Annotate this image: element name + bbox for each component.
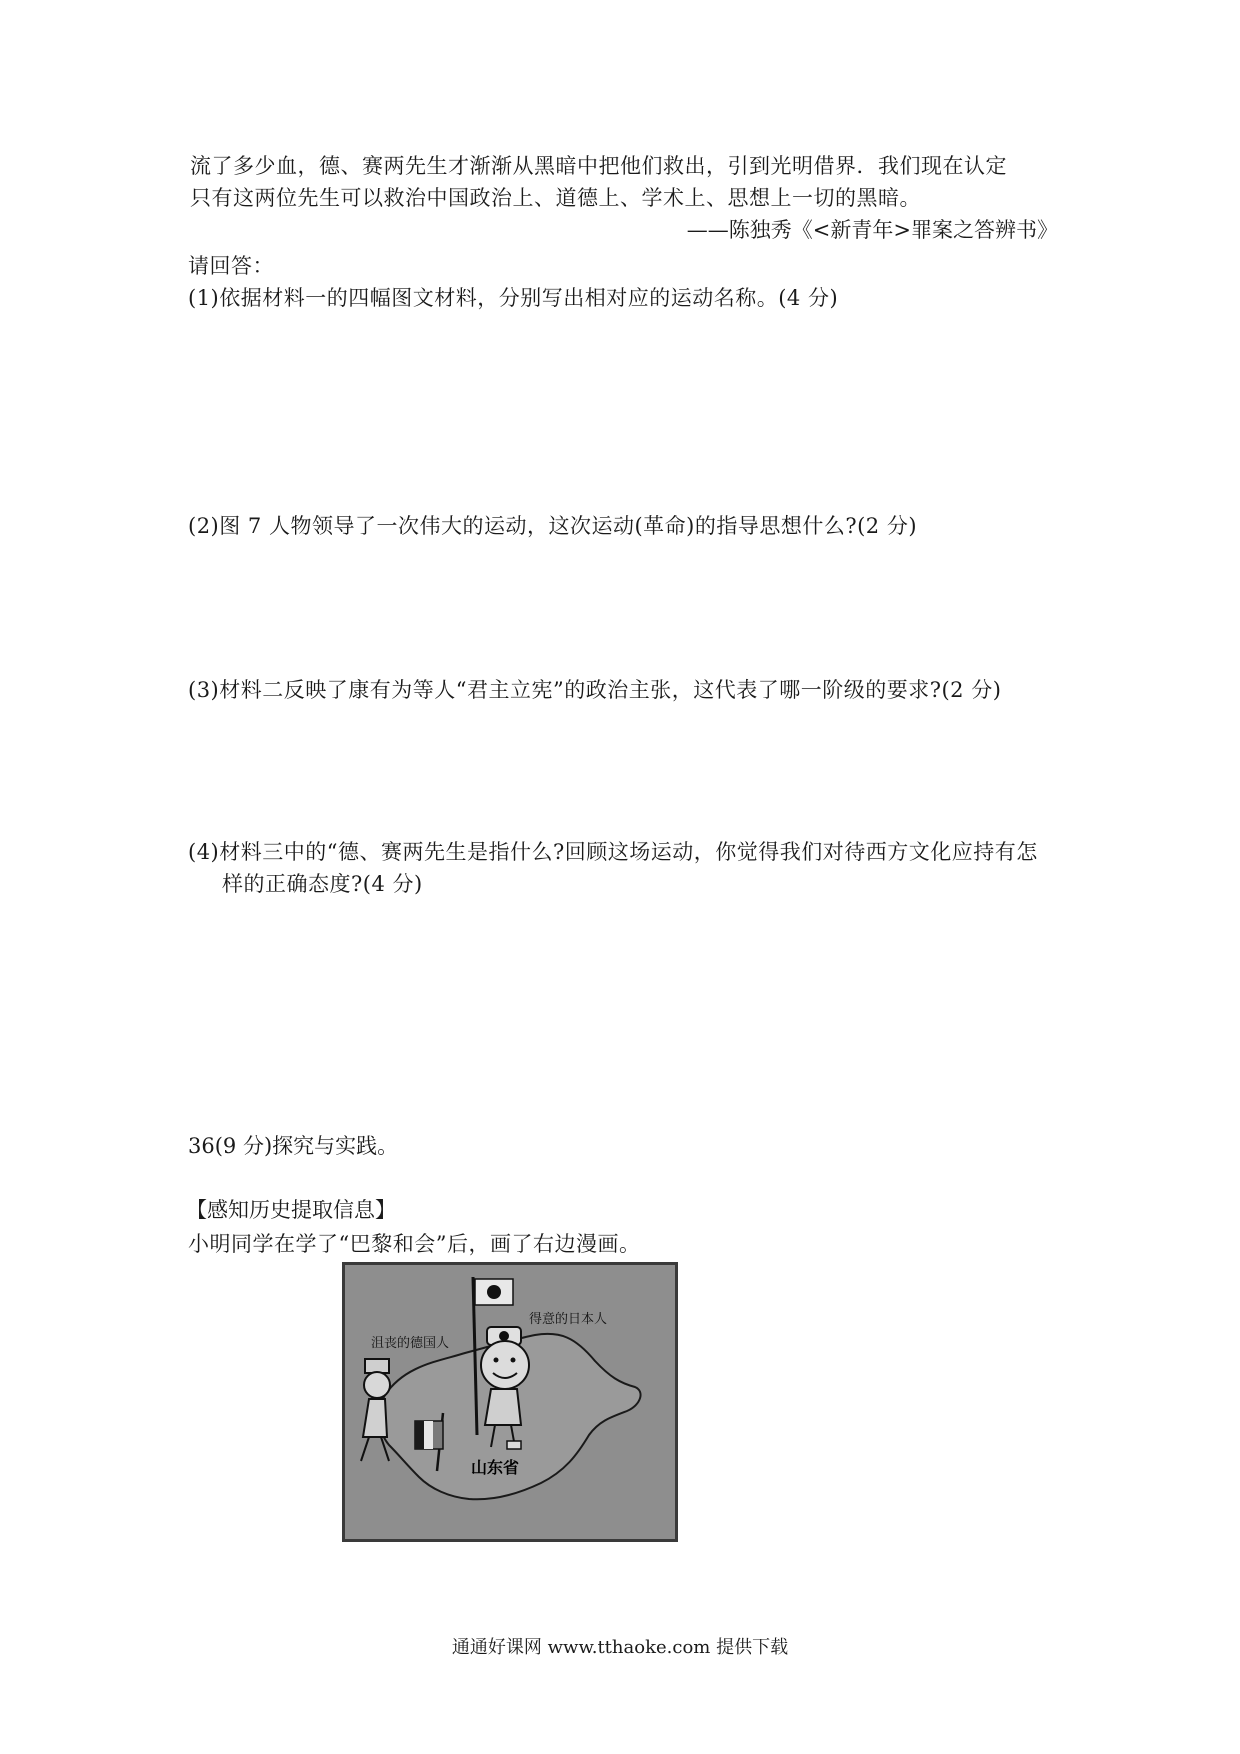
hat-badge: [499, 1331, 509, 1341]
question-4: (4)材料三中的“德、赛两先生是指什么?回顾这场运动，你觉得我们对待西方文化应持有怎: [188, 840, 1038, 864]
japanese-face: [481, 1341, 529, 1389]
answer-prompt: 请回答：: [188, 254, 274, 278]
german-hat: [365, 1359, 389, 1373]
material-three-line-2: 只有这两位先生可以救治中国政治上、道德上、学术上、思想上一切的黑暗。: [190, 186, 921, 210]
label-japanese: 得意的日本人: [529, 1312, 608, 1327]
paris-conference-cartoon: [342, 1262, 678, 1542]
section-36-intro: 小明同学在学了“巴黎和会”后，画了右边漫画。: [188, 1232, 641, 1256]
footer-credit: 通通好课网 www.tthaoke.com 提供下载: [451, 1637, 789, 1658]
german-face: [364, 1372, 390, 1398]
question-1: (1)依据材料一的四幅图文材料，分别写出相对应的运动名称。(4 分): [188, 286, 839, 310]
japanese-body: [485, 1389, 521, 1425]
label-german: 沮丧的德国人: [371, 1336, 450, 1351]
question-2: (2)图 7 人物领导了一次伟大的运动，这次运动(革命)的指导思想什么?(2 分): [188, 514, 918, 538]
german-body: [363, 1399, 387, 1437]
question-4-continuation: 样的正确态度?(4 分): [222, 872, 423, 896]
section-36-title: 36(9 分)探究与实践。: [188, 1134, 399, 1158]
label-province: 山东省: [471, 1458, 520, 1477]
material-three-line-1: 流了多少血，德、赛两先生才渐渐从黑暗中把他们救出，引到光明借界．我们现在认定: [190, 154, 1007, 178]
flag-sun: [487, 1285, 501, 1299]
section-36-subheading: 【感知历史提取信息】: [186, 1198, 396, 1222]
cartoon-drawing: [345, 1265, 675, 1539]
material-three-source: ——陈独秀《<新青年>罪案之答辨书》: [686, 218, 1058, 242]
question-3: (3)材料二反映了康有为等人“君主立宪”的政治主张，这代表了哪一阶级的要求?(2 分): [188, 678, 1002, 702]
